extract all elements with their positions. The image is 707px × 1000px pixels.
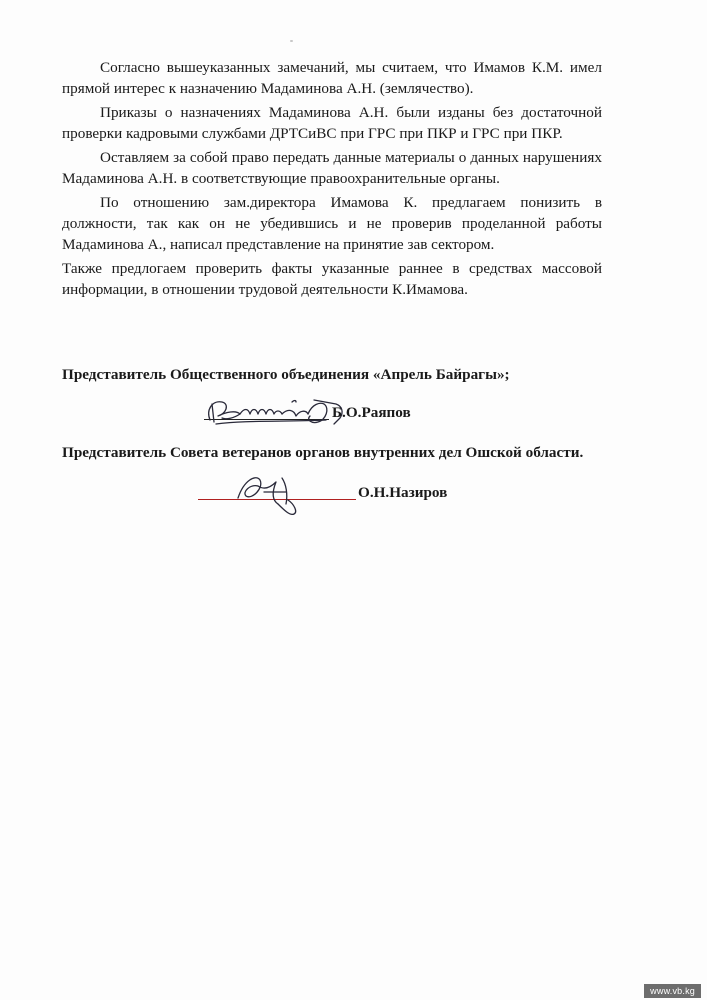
paragraph-1: Согласно вышеуказанных замечаний, мы считаем, что Имамов К.М. имел прямой интерес к назначению Мадаминова А.Н. (землячество). — [62, 59, 602, 97]
paragraph-3: Оставляем за собой право передать данные материалы о данных нарушениях Мадаминова А.Н. в соответствующие правоохранительные органы. — [62, 149, 602, 187]
representative-title-1: Представитель Общественного объединения «Апрель Байрагы»; — [62, 366, 510, 383]
document-body — [62, 57, 602, 303]
signature-block-1 — [196, 390, 496, 430]
signature-2 — [198, 470, 358, 520]
representative-name-1: Б.О.Раяпов — [332, 404, 411, 421]
paragraph-2: Приказы о назначениях Мадаминова А.Н. были изданы без достаточной проверки кадровыми службами ДРТСиВС при ГРС при ПКР и ГРС при ПКР. — [62, 104, 602, 142]
paragraph-5: Также предлогаем проверить факты указанные раннее в средствах массовой информации, в отношении трудовой деятельности К.Имамова. — [62, 260, 602, 298]
representative-title-2: Представитель Совета ветеранов органов внутренних дел Ошской области. — [62, 444, 584, 461]
representative-name-2: О.Н.Назиров — [358, 484, 448, 501]
paragraph-4: По отношению зам.директора Имамова К. предлагаем понизить в должности, так как он не убедившись и не проверив проделанной работы Мадаминова А., написал представление на принятие зав сектором. — [62, 194, 602, 253]
signature-block-2 — [198, 470, 498, 510]
watermark: www.vb.kg — [644, 984, 701, 998]
scan-speck — [290, 40, 293, 42]
